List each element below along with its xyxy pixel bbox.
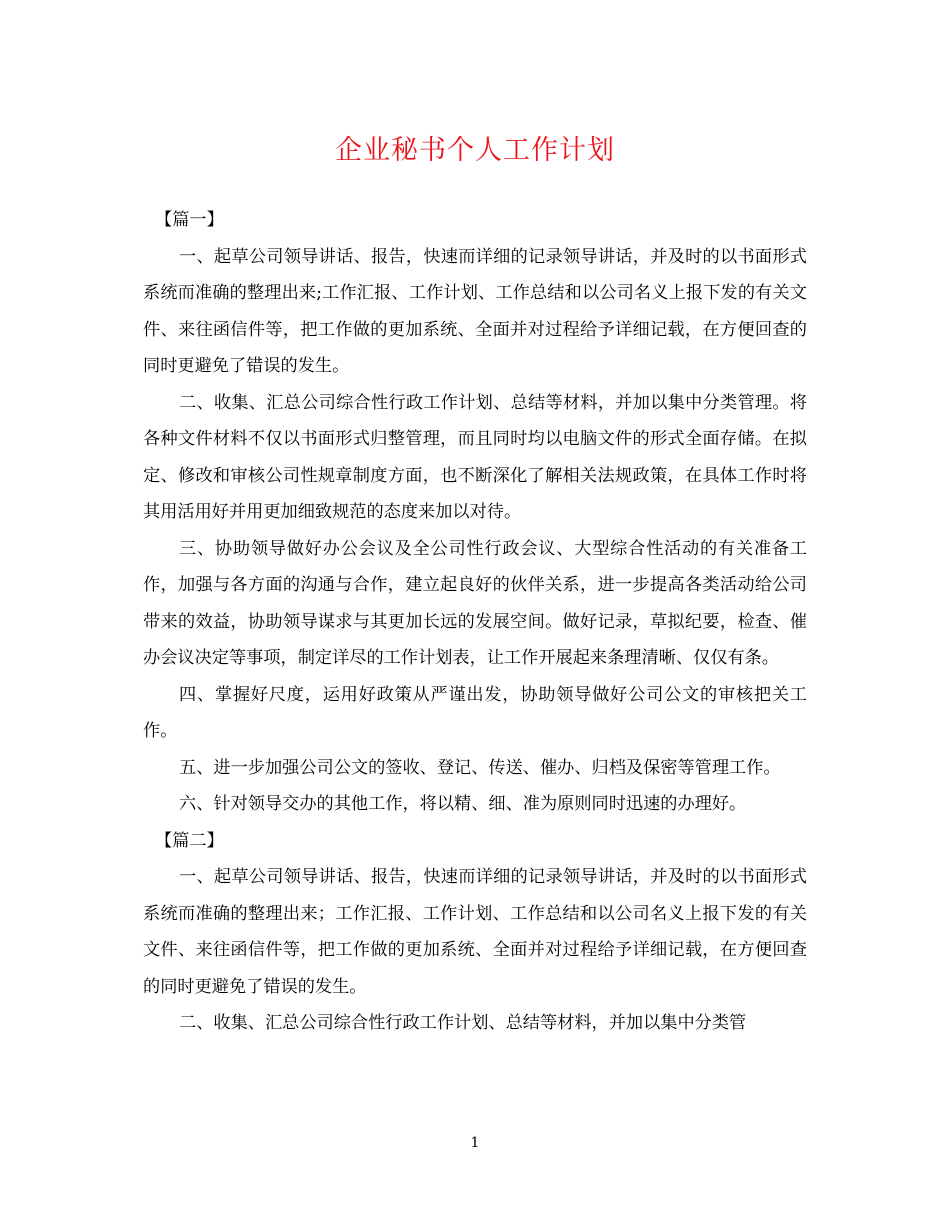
paragraph: 六、针对领导交办的其他工作，将以精、细、准为原则同时迅速的办理好。 [179,794,747,814]
section-heading: 【篇二】 [155,830,224,851]
paragraph: 五、进一步加强公司公文的签收、登记、传送、催办、归档及保密等管理工作。 [179,757,781,778]
document-body [143,202,807,1042]
paragraph: 三、协助领导做好办公会议及全公司性行政会议、大型综合性活动的有关准备工作，加强与各方面的沟通与合作，建立起良好的伙伴关系，进一步提高各类活动给公司带来的效益，协助领导谋求与其更加长远的发展空间。做好记录，草拟纪要，检查、催办会议决定等事项，制定详尽的工作计划表，让工作开展起来条理清晰、仅仅有条。 [143,538,807,668]
paragraph: 二、收集、汇总公司综合性行政工作计划、总结等材料，并加以集中分类管理。将各种文件材料不仅以书面形式归整管理，而且同时均以电脑文件的形式全面存储。在拟定、修改和审核公司性规章制度方面，也不断深化了解相关法规政策，在具体工作时将其用活用好并用更加细致规范的态度来加以对待。 [143,392,807,522]
paragraph: 一、起草公司领导讲话、报告，快速而详细的记录领导讲话，并及时的以书面形式系统而准确的整理出来;工作汇报、工作计划、工作总结和以公司名义上报下发的有关文件、来往函信件等，把工作做的更加系统、全面并对过程给予详细记载，在方便回查的同时更避免了错误的发生。 [143,246,807,376]
document-title: 企业秘书个人工作计划 [335,135,615,166]
section-heading: 【篇一】 [155,210,224,230]
paragraph: 一、起草公司领导讲话、报告，快速而详细的记录领导讲话，并及时的以书面形式系统而准确的整理出来；工作汇报、工作计划、工作总结和以公司名义上报下发的有关文件、来往函信件等，把工作做的更加系统、全面并对过程给予详细记载，在方便回查的同时更避免了错误的发生。 [143,867,807,997]
page-number: 1 [470,1135,480,1151]
paragraph: 四、掌握好尺度，运用好政策从严谨出发，协助领导做好公司公文的审核把关工作。 [143,684,807,741]
paragraph: 二、收集、汇总公司综合性行政工作计划、总结等材料，并加以集中分类管 [179,1013,747,1033]
